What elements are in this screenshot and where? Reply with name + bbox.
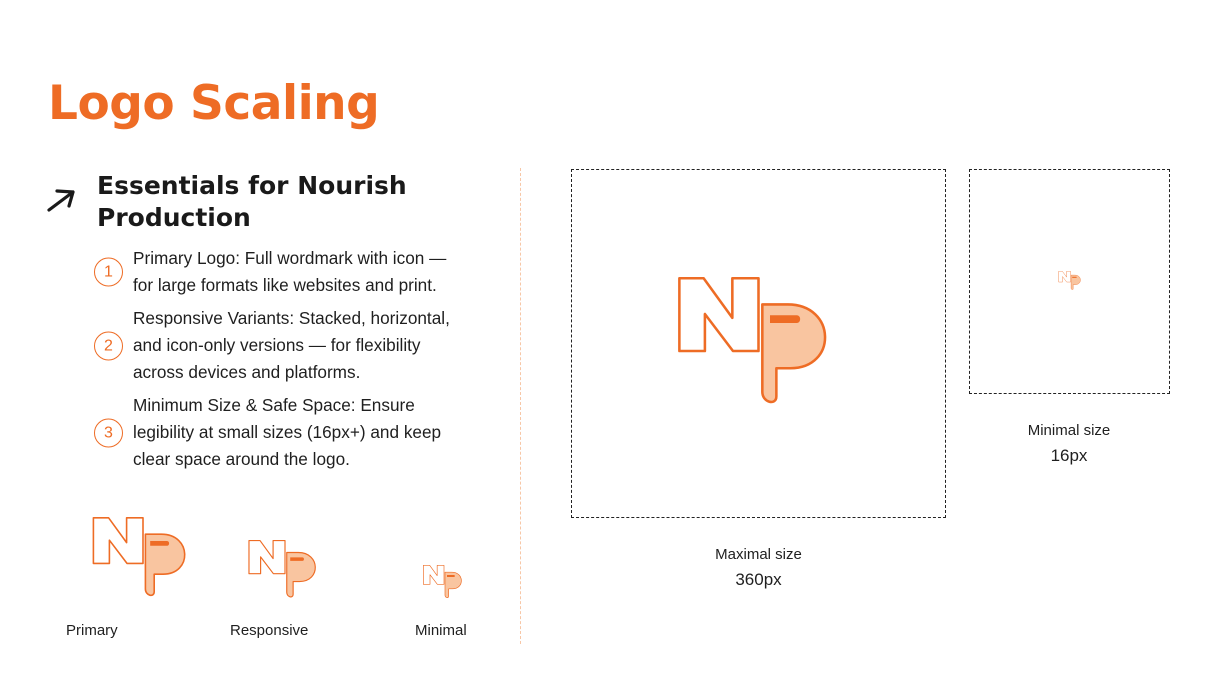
variant-label-primary: Primary	[66, 622, 118, 639]
minimal-size-frame	[969, 169, 1170, 394]
list-item	[94, 305, 468, 386]
list-item	[94, 392, 468, 473]
minimal-logo-icon	[415, 565, 473, 600]
maximal-size-frame	[571, 169, 946, 518]
maximal-size-value: 360px	[735, 570, 782, 589]
maximal-size-caption	[671, 544, 846, 594]
minimal-size-value: 16px	[1050, 446, 1088, 465]
variant-label-responsive: Responsive	[230, 622, 309, 639]
minimal-size-caption	[994, 420, 1144, 470]
essentials-list	[94, 245, 468, 479]
step-text: Minimum Size & Safe Space: Ensure legibility at small sizes (16px+) and keep clear space around the logo.	[133, 395, 442, 469]
section-heading: Essentials for Nourish Production	[97, 171, 407, 232]
np-logo-icon	[1054, 271, 1087, 291]
page-title: Logo Scaling	[48, 76, 380, 131]
step-number: 3	[94, 418, 123, 447]
variant-label-minimal: Minimal	[415, 622, 467, 639]
step-text: Primary Logo: Full wordmark with icon — for large formats like websites and print.	[133, 248, 447, 295]
arrow-up-right-icon	[44, 186, 78, 216]
step-number: 2	[94, 331, 123, 360]
list-item	[94, 245, 468, 299]
primary-logo-icon	[71, 517, 215, 601]
section-divider	[520, 168, 521, 644]
np-logo-icon	[642, 277, 875, 411]
step-number: 1	[94, 258, 123, 287]
responsive-logo-icon	[234, 540, 336, 601]
minimal-size-label: Minimal size	[1027, 422, 1111, 439]
maximal-size-label: Maximal size	[715, 546, 802, 563]
step-text: Responsive Variants: Stacked, horizontal, and icon-only versions — for flexibility across devices and platforms.	[133, 308, 450, 382]
